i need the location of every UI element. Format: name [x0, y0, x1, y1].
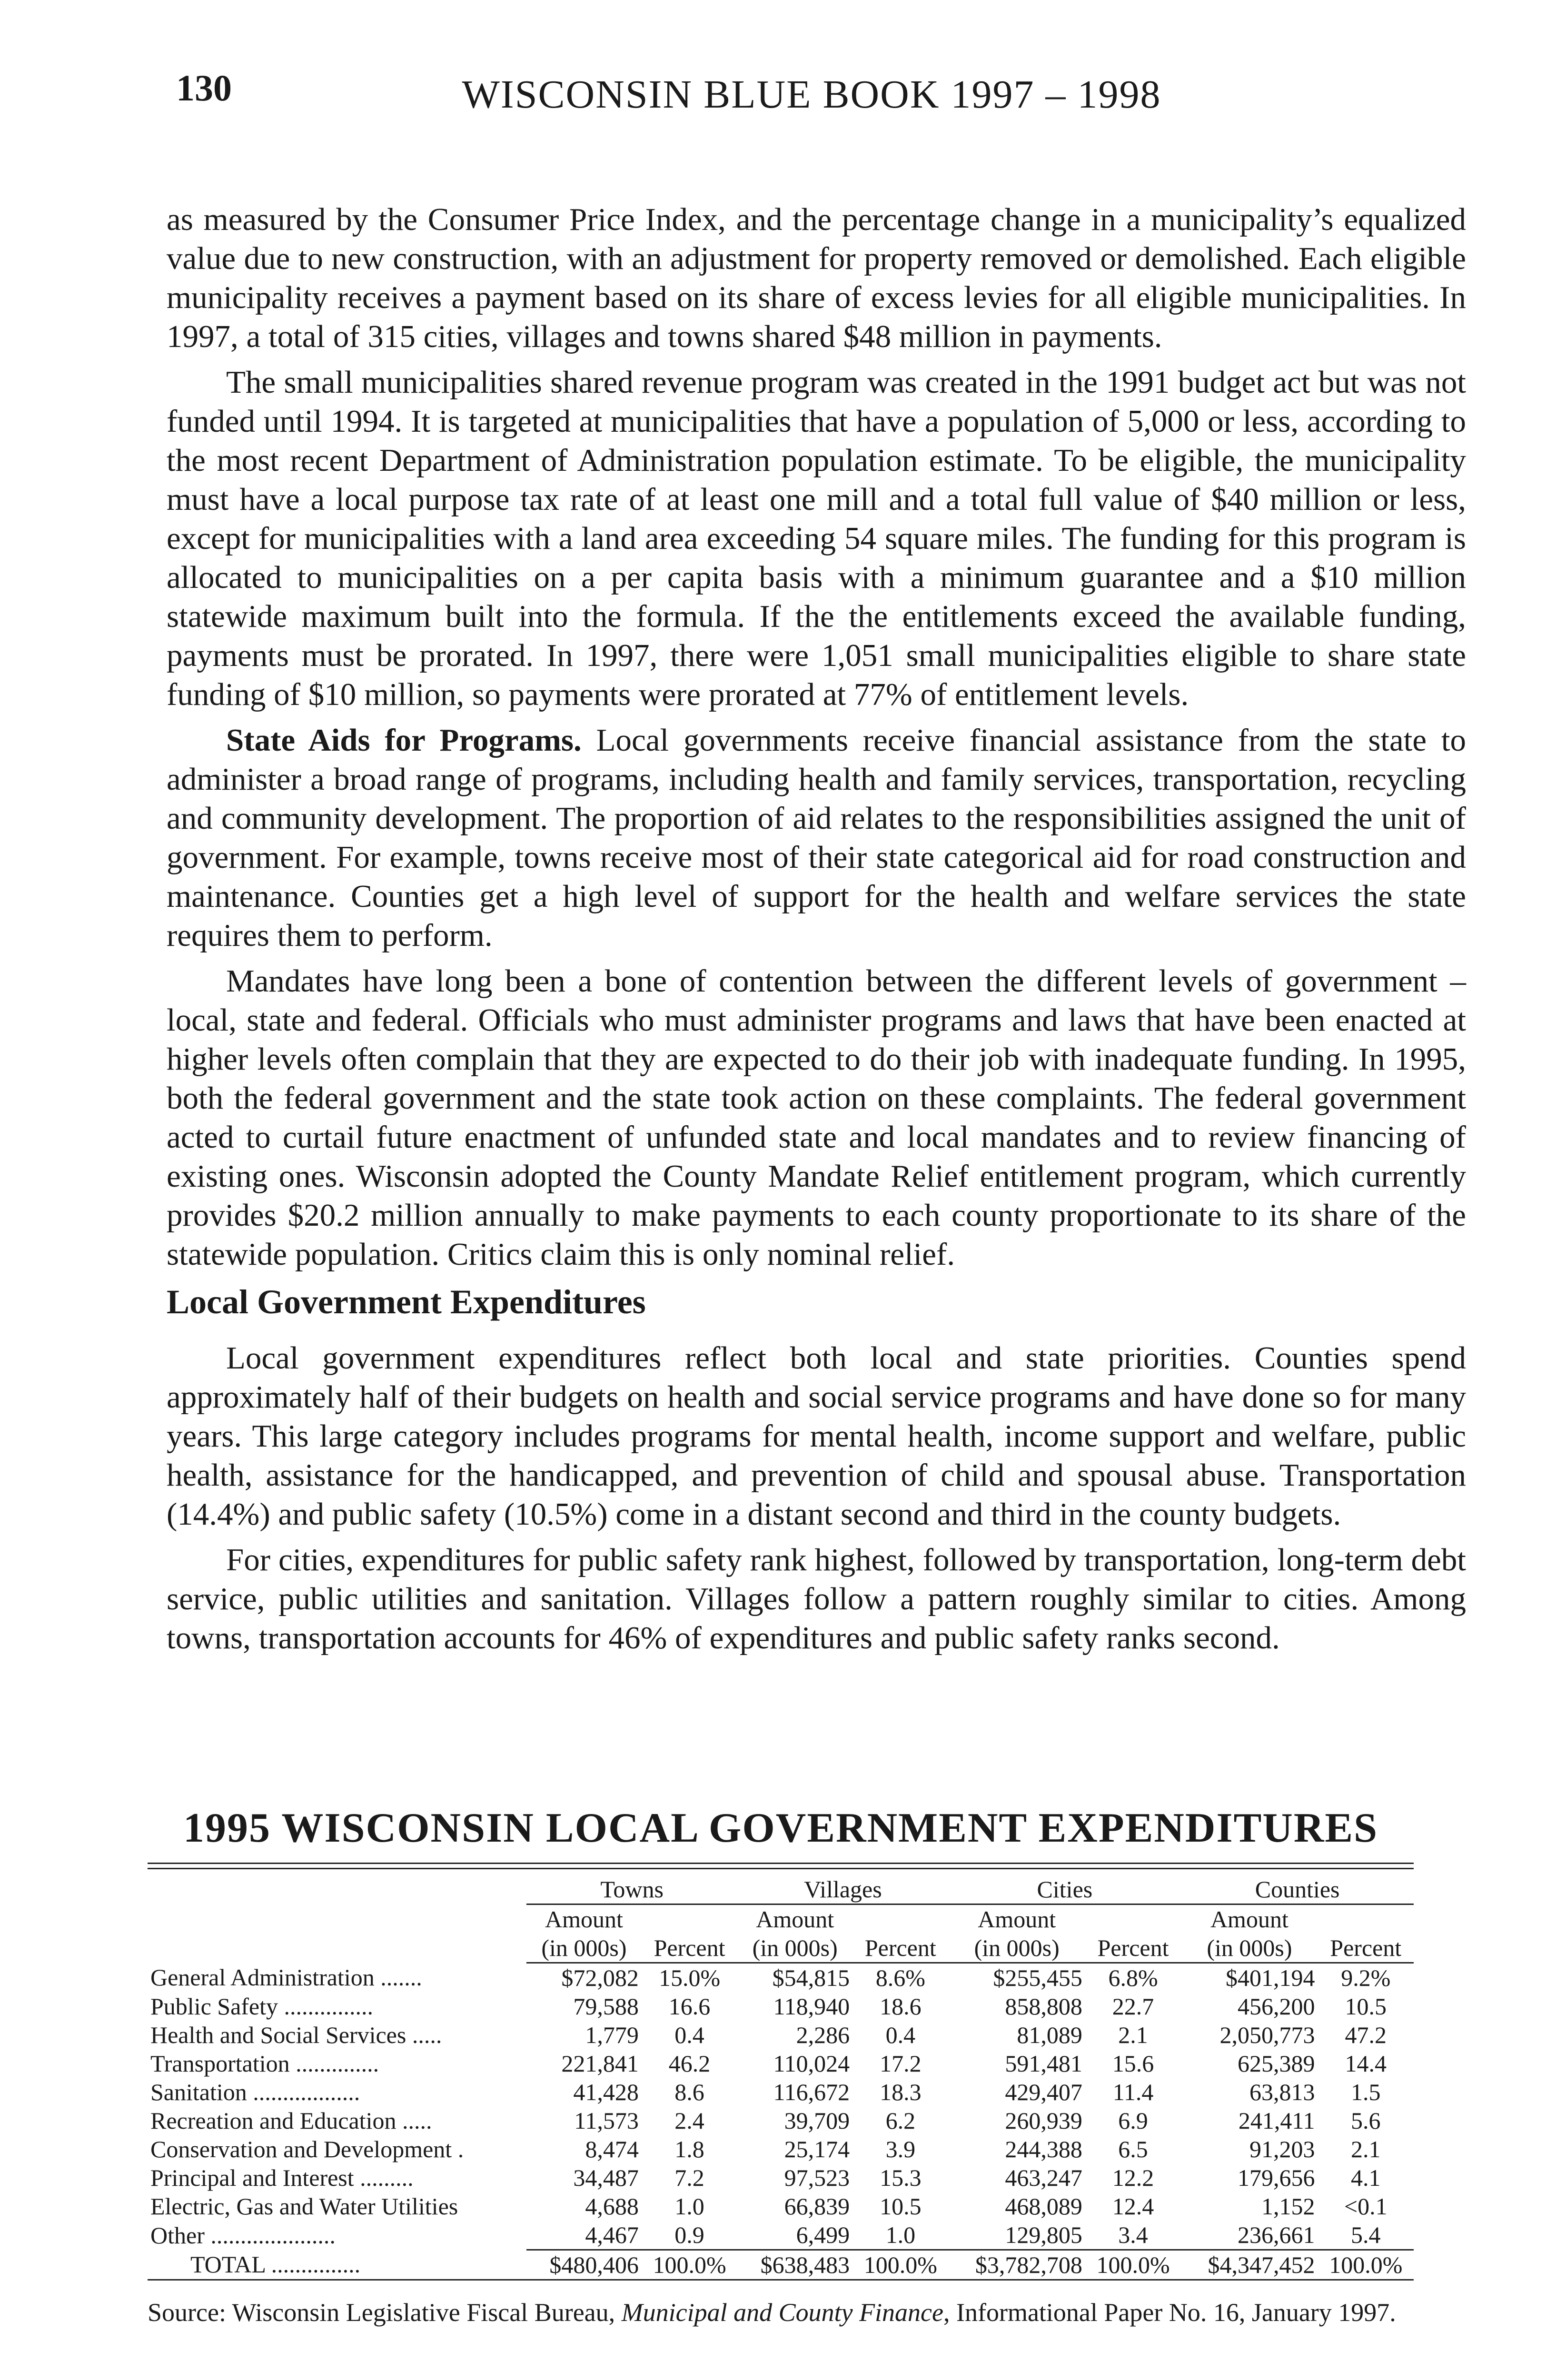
table-row: Transportation .............. 221,841 46.2 110,024 17.2 591,481 15.6 625,389 14.4 [150, 2050, 1387, 2077]
paragraph-2: The small municipalities shared revenue program was created in the 1991 budget act but was not funded until 1994. It is targeted at municipalities that have a population of 5,000 or less, according to the most recent Department of Administration population estimate. To be eligible, the municipality must have a local purpose tax rate of at least one mill and a total full value of $40 million or less, except for municipalities with a land area exceeding 54 square miles. The funding for this program is allocated to municipalities on a per capita basis with a minimum guarantee and a $10 million statewide maximum built into the formula. If the the entitlements exceed the available funding, payments must be prorated. In 1997, there were 1,051 small municipalities eligible to share state funding of $10 million, so payments were prorated at 77% of entitlement levels. [167, 365, 1466, 712]
amount-label: Amount [978, 1906, 1056, 1933]
group-cities: Cities [949, 1875, 1181, 1904]
table-row: Principal and Interest ......... 34,487 7.2 97,523 15.3 463,247 12.2 179,656 4.1 [150, 2164, 1381, 2191]
table-row: Public Safety ............... 79,588 16.6 118,940 18.6 858,808 22.7 456,200 10.5 [150, 1993, 1387, 2020]
table-source: Source: Wisconsin Legislative Fiscal Bureau, Municipal and County Finance, Informational Paper No. 16, January 1997. [148, 2298, 1396, 2327]
unit-header-row [148, 1934, 1414, 1963]
table-row: Other ..................... 4,467 0.9 6,499 1.0 129,805 3.4 236,661 5.4 [148, 2221, 1414, 2250]
table-title: 1995 WISCONSIN LOCAL GOVERNMENT EXPENDITURES [183, 1805, 1378, 1851]
percent-label: Percent [1085, 1934, 1181, 1963]
unit-label: (in 000s) [1181, 1934, 1318, 1963]
table-row: Electric, Gas and Water Utilities 4,688 1.0 66,839 10.5 468,089 12.4 1,152 <0.1 [150, 2193, 1387, 2220]
paragraph-4: Mandates have long been a bone of contention between the different levels of government – local, state and federal. Officials who must administer programs and laws that have been enacted at higher levels often complain that they are expected to do their job with inadequate funding. In 1995, both the federal government and the state took action on these complaints. The federal government acted to curtail future enactment of unfunded state and local mandates and to review financing of existing ones. Wisconsin adopted the County Mandate Relief entitlement program, which currently provides $20.2 million annually to make payments to each county proportionate to its share of the statewide population. Critics claim this is only nominal relief. [167, 963, 1466, 1272]
unit-label: (in 000s) [526, 1934, 642, 1963]
percent-label: Percent [1318, 1934, 1414, 1963]
page-number: 130 [176, 67, 232, 109]
amount-label: Amount [545, 1906, 623, 1933]
group-villages: Villages [737, 1875, 948, 1904]
body-text [167, 200, 1466, 1664]
amount-label: Amount [756, 1906, 834, 1933]
total-row: TOTAL ............... $480,406 100.0% $638,483 100.0% $3,782,708 100.0% $4,347,452 100.0% [148, 2250, 1414, 2280]
amount-header-row [148, 1904, 1414, 1934]
percent-label: Percent [642, 1934, 737, 1963]
paragraph-5: Local government expenditures reflect both local and state priorities. Counties spend approximately half of their budgets on health and social service programs and have done so for many years. This large category includes programs for mental health, income support and welfare, public health, assistance for the handicapped, and prevention of child and spousal abuse. Transportation (14.4%) and public safety (10.5%) come in a distant second and third in the county budgets. [167, 1340, 1466, 1532]
double-rule [148, 1863, 1414, 1869]
paragraph-3-text: Local governments receive financial assistance from the state to administer a broad range of programs, including health and family services, transportation, recycling and community development. The proportion of aid relates to the responsibilities assigned the unit of government. For example, towns receive most of their state categorical aid for road construction and maintenance. Counties get a high level of support for the health and welfare services the state requires them to perform. [167, 723, 1466, 953]
group-towns: Towns [526, 1875, 737, 1904]
table-row: Health and Social Services ..... 1,779 0.4 2,286 0.4 81,089 2.1 2,050,773 47.2 [150, 2022, 1387, 2048]
amount-label: Amount [1210, 1906, 1288, 1933]
group-header-row [148, 1875, 1414, 1904]
table-row: General Administration ....... $72,082 15.0% $54,815 8.6% $255,455 6.8% $401,194 9.2% [150, 1964, 1391, 1991]
unit-label: (in 000s) [737, 1934, 852, 1963]
paragraph-1: as measured by the Consumer Price Index, and the percentage change in a municipality’s equalized value due to new construction, with an adjustment for property removed or demolished. Each eligible municipality receives a payment based on its share of excess levies for all eligible municipalities. In 1997, a total of 315 cities, villages and towns shared $48 million in payments. [167, 202, 1466, 354]
table-body [148, 1963, 1414, 2280]
running-head: WISCONSIN BLUE BOOK 1997 – 1998 [462, 72, 1161, 117]
percent-label: Percent [852, 1934, 948, 1963]
run-in-heading: State Aids for Programs. [226, 723, 582, 758]
expenditure-table [148, 1875, 1414, 2281]
section-heading: Local Government Expenditures [167, 1283, 646, 1321]
group-counties: Counties [1181, 1875, 1414, 1904]
expenditure-table-block [148, 1804, 1414, 2328]
source-title: Municipal and County Finance [621, 2298, 943, 2327]
unit-label: (in 000s) [949, 1934, 1085, 1963]
page-header [157, 67, 1466, 133]
table-row: Recreation and Education ..... 11,573 2.4 39,709 6.2 260,939 6.9 241,411 5.6 [150, 2107, 1381, 2134]
paragraph-3 [167, 721, 1466, 955]
paragraph-6: For cities, expenditures for public safety rank highest, followed by transportation, long-term debt service, public utilities and sanitation. Villages follow a pattern roughly similar to cities. Among towns, transportation accounts for 46% of expenditures and public safety ranks second. [167, 1542, 1466, 1656]
table-row: Sanitation .................. 41,428 8.6 116,672 18.3 429,407 11.4 63,813 1.5 [150, 2079, 1381, 2105]
table-row: Conservation and Development . 8,474 1.8 25,174 3.9 244,388 6.5 91,203 2.1 [150, 2136, 1381, 2162]
